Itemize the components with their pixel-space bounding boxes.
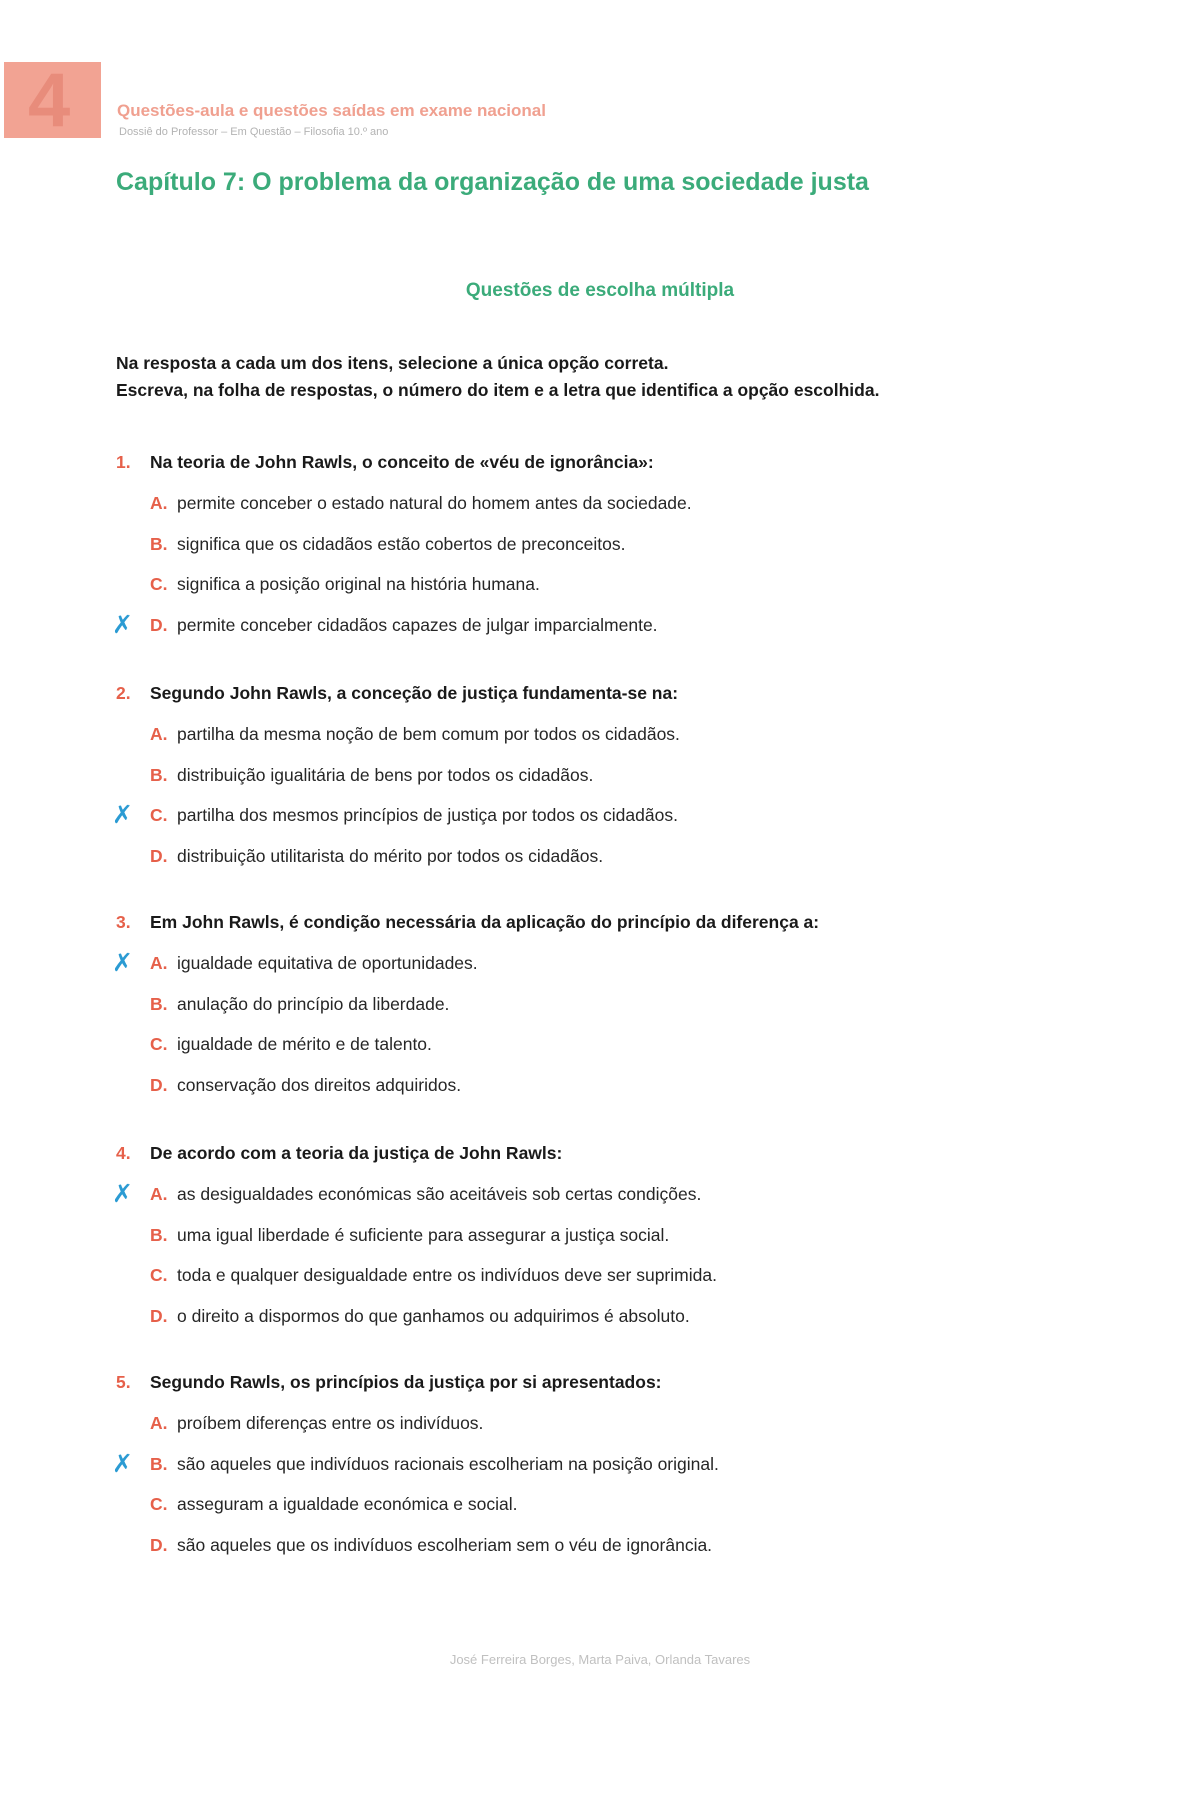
answer-option: [0, 1449, 1200, 1481]
option-text: o direito a dispormos do que ganhamos ou adquirimos é absoluto.: [177, 1305, 690, 1326]
option-letter: C.: [150, 1265, 168, 1285]
option-text: toda e qualquer desigualdade entre os indivíduos deve ser suprimida.: [177, 1265, 717, 1285]
answer-option: [0, 1493, 1200, 1521]
question-number: 4.: [116, 1143, 131, 1163]
correct-answer-mark-icon: ✗: [112, 949, 133, 977]
instructions-line-1: Na resposta a cada um dos itens, selecione a única opção correta.: [116, 353, 669, 373]
question-number: 1.: [116, 452, 131, 472]
option-text: igualdade de mérito e de talento.: [177, 1034, 432, 1054]
answer-option: [0, 801, 1200, 832]
option-letter: D.: [150, 1305, 168, 1326]
question-number: 2.: [116, 683, 131, 703]
answer-option: [0, 1180, 1200, 1211]
answer-option: [0, 1033, 1200, 1061]
option-letter: B.: [150, 1453, 168, 1474]
option-letter: C.: [150, 574, 168, 594]
instructions: [116, 350, 879, 404]
option-letter: A.: [150, 1413, 168, 1433]
option-text: as desigualdades económicas são aceitáveis sob certas condições.: [177, 1184, 702, 1204]
answer-option: [0, 1224, 1200, 1252]
header-title: Questões-aula e questões saídas em exame nacional: [117, 101, 546, 120]
option-text: são aqueles que indivíduos racionais escolheriam na posição original.: [177, 1453, 719, 1474]
answer-option: [0, 533, 1200, 561]
answer-option: [0, 492, 1200, 520]
option-letter: C.: [150, 1034, 168, 1054]
option-text: são aqueles que os indivíduos escolheriam sem o véu de ignorância.: [177, 1534, 713, 1555]
option-text: distribuição utilitarista do mérito por todos os cidadãos.: [177, 845, 604, 866]
option-letter: D.: [150, 1534, 168, 1555]
option-letter: C.: [150, 805, 168, 825]
option-text: permite conceber o estado natural do homem antes da sociedade.: [177, 493, 692, 513]
answer-option: [0, 764, 1200, 792]
option-text: igualdade equitativa de oportunidades.: [177, 953, 478, 973]
option-letter: A.: [150, 724, 168, 744]
option-letter: D.: [150, 1074, 168, 1095]
option-text: significa a posição original na história humana.: [177, 574, 540, 594]
option-text: permite conceber cidadãos capazes de julgar imparcialmente.: [177, 614, 658, 635]
option-letter: A.: [150, 493, 168, 513]
correct-answer-mark-icon: ✗: [112, 1180, 133, 1208]
answer-option: [0, 993, 1200, 1021]
option-text: significa que os cidadãos estão cobertos de preconceitos.: [177, 533, 626, 554]
option-letter: B.: [150, 764, 168, 785]
option-text: partilha dos mesmos princípios de justiça por todos os cidadãos.: [177, 805, 678, 825]
header-subtitle: Dossiê do Professor – Em Questão – Filosofia 10.º ano: [119, 126, 389, 138]
answer-option: [0, 1264, 1200, 1292]
correct-answer-mark-icon: ✗: [112, 801, 133, 829]
question-number: 3.: [116, 912, 131, 932]
answer-option: [0, 949, 1200, 980]
option-text: conservação dos direitos adquiridos.: [177, 1074, 462, 1095]
answer-option: [0, 1534, 1200, 1562]
instructions-line-2: Escreva, na folha de respostas, o número do item e a letra que identifica a opção escolhida.: [116, 380, 880, 400]
answer-option: [0, 610, 1200, 642]
option-letter: B.: [150, 533, 168, 554]
option-text: anulação do princípio da liberdade.: [177, 993, 450, 1014]
option-text: asseguram a igualdade económica e social.: [177, 1494, 518, 1514]
correct-answer-mark-icon: ✗: [112, 610, 133, 639]
question-number: 5.: [116, 1372, 131, 1392]
question-text: De acordo com a teoria da justiça de John Rawls:: [150, 1143, 563, 1163]
option-letter: A.: [150, 1184, 168, 1204]
option-text: uma igual liberdade é suficiente para assegurar a justiça social.: [177, 1224, 670, 1245]
answer-option: [0, 1412, 1200, 1440]
option-letter: D.: [150, 845, 168, 866]
option-text: partilha da mesma noção de bem comum por todos os cidadãos.: [177, 724, 680, 744]
chapter-number: 4: [28, 58, 71, 143]
question-text: Na teoria de John Rawls, o conceito de «véu de ignorância»:: [150, 452, 654, 472]
answer-option: [0, 1305, 1200, 1333]
question-text: Segundo John Rawls, a conceção de justiça fundamenta-se na:: [150, 683, 679, 703]
question-text: Em John Rawls, é condição necessária da aplicação do princípio da diferença a:: [150, 912, 820, 932]
option-letter: B.: [150, 1224, 168, 1245]
footer-authors: José Ferreira Borges, Marta Paiva, Orlanda Tavares: [449, 1652, 751, 1667]
answer-option: [0, 1074, 1200, 1102]
option-letter: B.: [150, 993, 168, 1014]
chapter-badge: [4, 58, 101, 143]
option-text: distribuição igualitária de bens por todos os cidadãos.: [177, 764, 594, 785]
question-text: Segundo Rawls, os princípios da justiça por si apresentados:: [150, 1372, 662, 1392]
answer-option: [0, 573, 1200, 601]
answer-option: [0, 845, 1200, 873]
answer-option: [0, 723, 1200, 751]
option-letter: A.: [150, 953, 168, 973]
correct-answer-mark-icon: ✗: [112, 1449, 133, 1478]
section-title: Questões de escolha múltipla: [465, 280, 735, 301]
option-text: proíbem diferenças entre os indivíduos.: [177, 1413, 484, 1433]
option-letter: D.: [150, 614, 168, 635]
chapter-title: Capítulo 7: O problema da organização de uma sociedade justa: [116, 168, 869, 196]
option-letter: C.: [150, 1494, 168, 1514]
